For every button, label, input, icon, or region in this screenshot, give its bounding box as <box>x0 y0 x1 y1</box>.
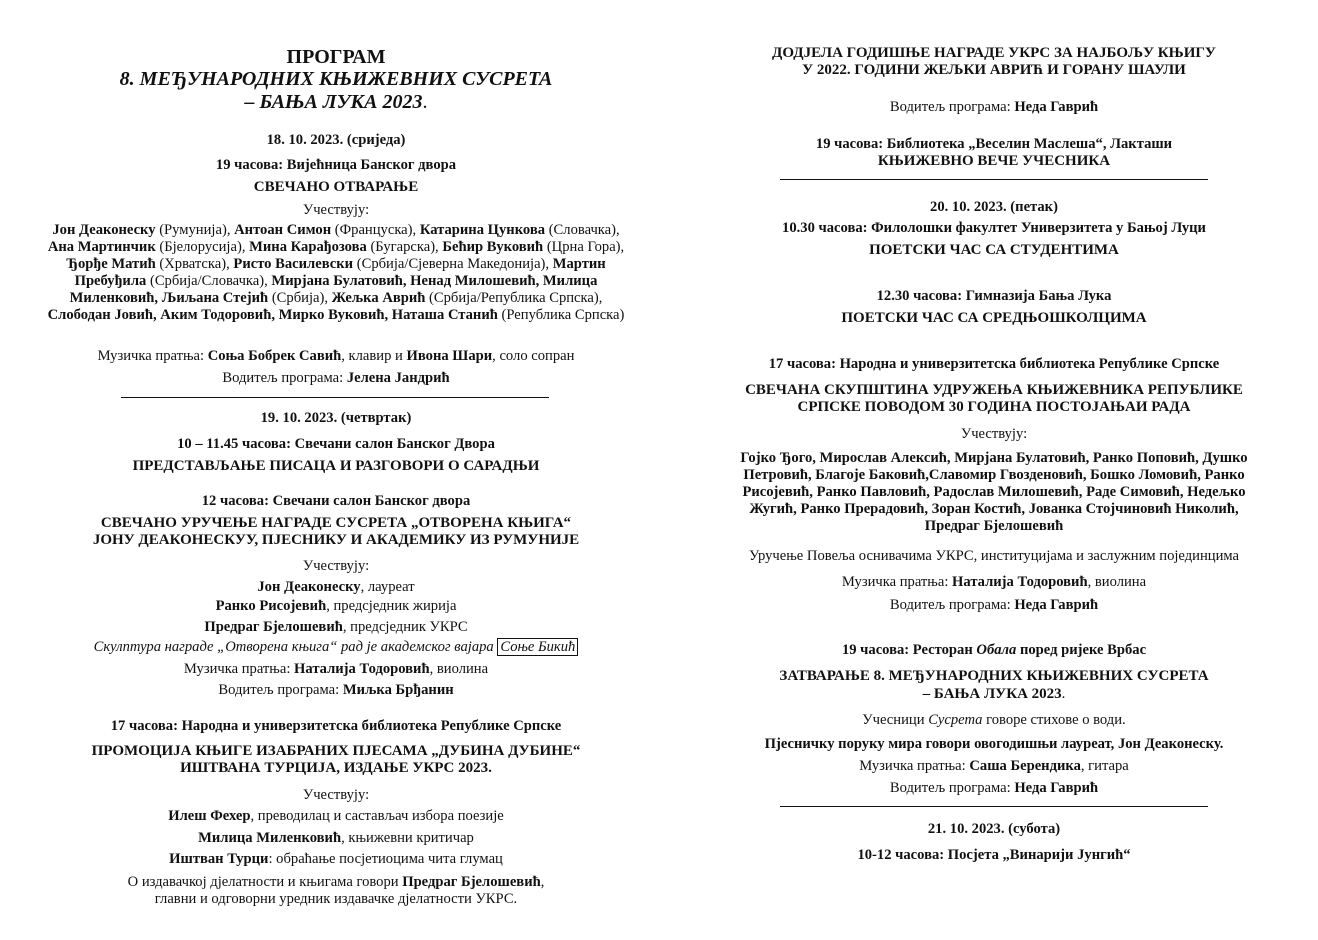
participant-name: Ђорђе Матић <box>66 256 156 272</box>
day1-participate-label: Учествују: <box>302 202 370 218</box>
sculptor-name: Соње Бикић <box>497 638 578 656</box>
day2-s3-participate-label: Учествују: <box>302 787 370 803</box>
day2-s3-participant: Иштван Турци: обраћање посјетиоцима чита глумац <box>169 851 503 867</box>
day1-participants-list <box>44 222 628 324</box>
participant-name: Ана Мартинчик <box>47 239 156 255</box>
day1-music: Музичка пратња: Соња Бобрек Савић, клавир и Ивона Шари, соло сопран <box>97 348 575 364</box>
day1-time-place: 19 часова: Вијећница Банског двора <box>215 157 457 173</box>
participant-name: Слободан Јовић, Аким Тодоровић, Мирко Вуковић, Наташа Станић <box>47 307 498 323</box>
participant-country: (Србија/Словачка), <box>146 273 272 289</box>
participant-country: (Црна Гора), <box>543 239 625 255</box>
participant-name: Бећир Вуковић <box>442 239 544 255</box>
day2-s2-participant: Јон Деаконеску, лауреат <box>257 579 415 595</box>
participant-country: (Србија/Сјеверна Македонија), <box>353 256 553 272</box>
day2-s2-sculpture-note: Скулптура награде „Отворена књига“ рад је академског вајара Соње Бикић <box>44 639 628 656</box>
day3-s1-event: ПОЕТСКИ ЧАС СА СТУДЕНТИМА <box>869 242 1119 258</box>
day2-s3-event-line1: ПРОМОЦИЈА КЊИГЕ ИЗАБРАНИХ ПЈЕСАМА „ДУБИНА ДУБИНЕ“ <box>91 743 581 759</box>
participant-country: (Словачка), <box>545 222 620 238</box>
day3-s4-event-line1: ЗАТВАРАЊЕ 8. МЕЂУНАРОДНИХ КЊИЖЕВНИХ СУСРЕТА <box>779 668 1209 684</box>
day3-s3-event-line1: СВЕЧАНА СКУПШТИНА УДРУЖЕЊА КЊИЖЕВНИКА РЕПУБЛИКЕ <box>745 382 1243 398</box>
participant-name: Катарина Цункова <box>419 222 546 238</box>
participant-name: Антоан Симон <box>234 222 332 238</box>
day4-date: 21. 10. 2023. (субота) <box>927 821 1061 837</box>
day2-s2-time-place: 12 часова: Свечани салон Банског двора <box>201 493 471 509</box>
day2-s2-music: Музичка пратња: Наталија Тодоровић, виолина <box>183 661 489 677</box>
day2-s3-time-place: 17 часова: Народна и универзитетска библиотека Републике Српске <box>110 718 562 734</box>
divider <box>780 806 1208 807</box>
participant-name: Жељка Аврић <box>331 290 426 306</box>
participant-country: (Србија/Република Српска), <box>425 290 603 306</box>
day1-event: СВЕЧАНО ОТВАРАЊЕ <box>253 179 419 195</box>
day3-s3-participate-label: Учествују: <box>960 426 1028 442</box>
participant-name: Мина Карађозова <box>249 239 367 255</box>
participant-name: Мирјана Булатовић, Ненад Милошевић, Милица Миленковић, Љиљана Стејић <box>69 273 598 306</box>
day2-s3-participant: Илеш Фехер, преводилац и састављач избора поезије <box>168 808 504 824</box>
day2-s2-participant: Ранко Рисојевић, предсједник жирија <box>215 598 457 614</box>
day3-s4-time-place: 19 часова: Ресторан Обала поред ријеке Врбас <box>841 642 1147 658</box>
day3-s4-host: Водитељ програма: Неда Гаврић <box>889 780 1099 796</box>
day3-s2-event: ПОЕТСКИ ЧАС СА СРЕДЊОШКОЛЦИМА <box>841 310 1147 326</box>
day3-s3-music: Музичка пратња: Наталија Тодоровић, виолина <box>841 574 1147 590</box>
participant-country: (Република Српска) <box>497 307 625 323</box>
divider <box>780 179 1208 180</box>
program-title: ПРОГРАМ <box>286 46 386 68</box>
day3-s2-time-place: 12.30 часова: Гимназија Бања Лука <box>876 288 1112 304</box>
day4-s1-time-place: 10-12 часова: Посјета „Винарији Јунгић“ <box>857 847 1131 863</box>
day2-s2-participant: Предраг Бјелошевић, предсједник УКРС <box>204 619 468 635</box>
participant-country: (Србија), <box>268 290 332 306</box>
day2-s2-participate-label: Учествују: <box>302 558 370 574</box>
award-line1: ДОДЈЕЛА ГОДИШЊЕ НАГРАДЕ УКРС ЗА НАЈБОЉУ КЊИГУ <box>772 45 1216 61</box>
day3-s3-participants-list: Гојко Ђого, Мирослав Алексић, Мирјана Булатовић, Ранко Поповић, Душко Петровић, Благоје Баковић,Славомир Гвозденовић, Бошко Ломовић, Ранко Рисојевић, Ранко Павловић, Радослав Милошевић, Раде Симовић, Недељко Жугић, Ранко Прерадовић, Зоран Костић, Јованка Стојчиновић Николић, Предраг Бјелошевић <box>740 450 1248 534</box>
participant-name: Ристо Василевски <box>233 256 354 272</box>
evening-time-place: 19 часова: Библиотека „Веселин Маслеша“, Лакташи <box>815 136 1173 152</box>
day3-s3-charter: Уручење Повеља оснивачима УКРС, институцијама и заслужним појединцима <box>748 548 1239 564</box>
day3-s4-note2: Пјесничку поруку мира говори овогодишњи лауреат, Јон Деаконеску. <box>764 736 1224 752</box>
award-host: Водитељ програма: Неда Гаврић <box>889 99 1099 115</box>
day3-s4-event-line2: – БАЊА ЛУКА 2023. <box>922 686 1066 702</box>
participant-country: (Бугарска), <box>366 239 443 255</box>
participant-country: (Француска), <box>331 222 420 238</box>
day2-s3-participant: Милица Миленковић, књижевни критичар <box>198 830 474 846</box>
participant-country: (Румунија), <box>155 222 235 238</box>
day2-s2-host: Водитељ програма: Миљка Брђанин <box>218 682 454 698</box>
participant-name: Мартин Пребуђила <box>74 256 606 289</box>
day2-date: 19. 10. 2023. (четвртак) <box>260 410 412 426</box>
day3-s3-host: Водитељ програма: Неда Гаврић <box>889 597 1099 613</box>
participant-country: (Хрватска), <box>155 256 234 272</box>
divider <box>121 397 549 398</box>
program-subtitle: 8. МЕЂУНАРОДНИХ КЊИЖЕВНИХ СУСРЕТА <box>119 68 553 90</box>
participant-name: Јон Деаконеску <box>52 222 156 238</box>
day3-s1-time-place: 10.30 часова: Филолошки факултет Универзитета у Бањој Луци <box>782 220 1206 236</box>
day1-date: 18. 10. 2023. (сриједа) <box>266 132 406 148</box>
day3-date: 20. 10. 2023. (петак) <box>930 199 1058 215</box>
day2-s3-event-line2: ИШТВАНА ТУРЦИЈА, ИЗДАЊЕ УКРС 2023. <box>180 760 492 776</box>
day2-s1-time-place: 10 – 11.45 часова: Свечани салон Банског Двора <box>177 436 495 452</box>
day2-s2-event-line2: ЈОНУ ДЕАКОНЕСКУУ, ПЈЕСНИКУ И АКАДЕМИКУ ИЗ РУМУНИЈЕ <box>92 532 580 548</box>
day1-host: Водитељ програма: Јелена Јандрић <box>222 370 450 386</box>
program-subtitle-city: – БАЊА ЛУКА 2023. <box>244 91 428 113</box>
day2-s3-publisher-note: О издавачкој дјелатности и књигама говори Предраг Бјелошевић, главни и одговорни уредник издавачке дјелатности УКРС. <box>127 874 545 907</box>
day3-s3-event-line2: СРПСКЕ ПОВОДОМ 30 ГОДИНА ПОСТОЈАЊАИ РАДА <box>797 399 1191 415</box>
evening-event: КЊИЖЕВНО ВЕЧЕ УЧЕСНИКА <box>877 153 1111 169</box>
participant-country: (Бјелорусија), <box>155 239 250 255</box>
day3-s4-note1: Учесници Сусрета говоре стихове о води. <box>862 712 1126 728</box>
day3-s4-music: Музичка пратња: Саша Берендика, гитара <box>859 758 1129 774</box>
day2-s1-event: ПРЕДСТАВЉАЊЕ ПИСАЦА И РАЗГОВОРИ О САРАДЊИ <box>132 458 540 474</box>
day2-s2-event-line1: СВЕЧАНО УРУЧЕЊЕ НАГРАДЕ СУСРЕТА „ОТВОРЕНА КЊИГА“ <box>100 515 572 531</box>
award-line2: У 2022. ГОДИНИ ЖЕЉКИ АВРИЋ И ГОРАНУ ШАУЛИ <box>802 62 1186 78</box>
day3-s3-time-place: 17 часова: Народна и универзитетска библиотека Републике Српске <box>768 356 1220 372</box>
